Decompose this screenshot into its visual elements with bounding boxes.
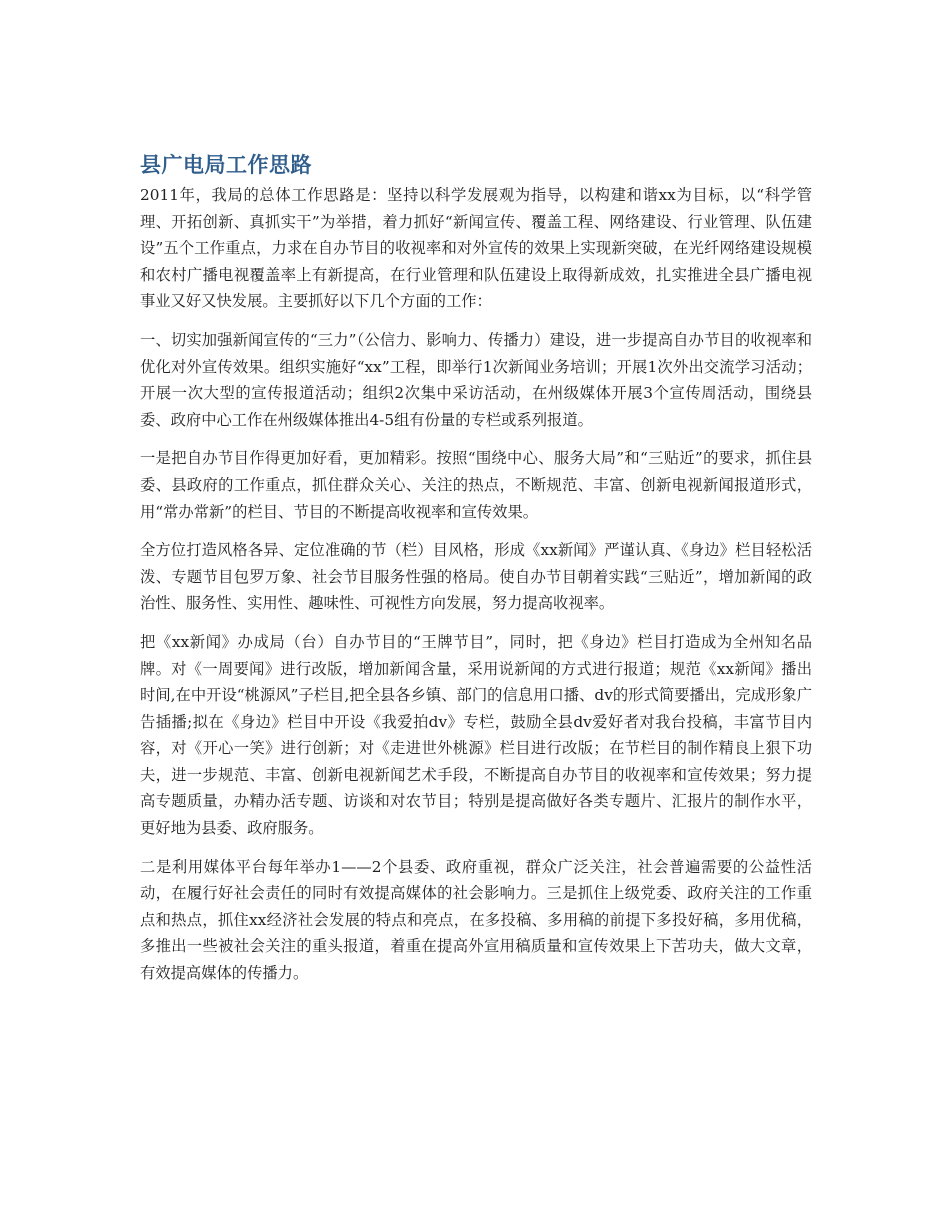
paragraph-brand-programs: 把《xx新闻》办成局（台）自办节目的“王牌节目”，同时，把《身边》栏目打造成为全州知名品牌。对《一周要闻》进行改版，增加新闻含量，采用说新闻的方式进行报道；规范《xx新闻》播出时间,在中开设“桃源风”子栏目,把全县各乡镇、部门的信息用口播、dv的形式简要播出，完成形象广告插播;拟在《身边》栏目中开设《我爱拍dv》专栏，鼓励全县dv爱好者对我台投稿，丰富节目内容，对《开心一笑》进行创新；对《走进世外桃源》栏目进行改版；在节栏目的制作精良上狠下功夫，进一步规范、丰富、创新电视新闻艺术手段，不断提高自办节目的收视率和宣传效果；努力提高专题质量，办精办活专题、访谈和对农节目；特别是提高做好各类专题片、汇报片的制作水平，更好地为县委、政府服务。	[140, 632, 812, 838]
document-page	[140, 150, 812, 999]
paragraph-point-one: 一是把自办节目作得更加好看，更加精彩。按照“围绕中心、服务大局”和“三贴近”的要求，抓住县委、县政府的工作重点，抓住群众关心、关注的热点，不断规范、丰富、创新电视新闻报道形式，用“常办常新”的栏目、节目的不断提高收视率和宣传效果。	[140, 449, 812, 521]
paragraph-section-one: 一、切实加强新闻宣传的“三力”（公信力、影响力、传播力）建设，进一步提高自办节目的收视率和优化对外宣传效果。组织实施好“xx”工程，即举行1次新闻业务培训；开展1次外出交流学习活动；开展一次大型的宣传报道活动；组织2次集中采访活动，在州级媒体开展3个宣传周活动，围绕县委、政府中心工作在州级媒体推出4-5组有份量的专栏或系列报道。	[140, 330, 812, 429]
paragraph-points-two-three: 二是利用媒体平台每年举办1——2个县委、政府重视，群众广泛关注，社会普遍需要的公益性活动，在履行好社会责任的同时有效提高媒体的社会影响力。三是抓住上级党委、政府关注的工作重点和热点，抓住xx经济社会发展的特点和亮点，在多投稿、多用稿的前提下多投好稿，多用优稿，多推出一些被社会关注的重头报道，着重在提高外宣用稿质量和宣传效果上下苦功夫，做大文章，有效提高媒体的传播力。	[140, 857, 812, 983]
paragraph-program-style: 全方位打造风格各异、定位准确的节（栏）目风格，形成《xx新闻》严谨认真、《身边》栏目轻松活泼、专题节目包罗万象、社会节目服务性强的格局。使自办节目朝着实践“三贴近”，增加新闻的政治性、服务性、实用性、趣味性、可视性方向发展，努力提高收视率。	[140, 541, 812, 613]
paragraph-overview: 2011年，我局的总体工作思路是：坚持以科学发展观为指导，以构建和谐xx为目标，以“科学管理、开拓创新、真抓实干”为举措，着力抓好“新闻宣传、覆盖工程、网络建设、行业管理、队伍建设”五个工作重点，力求在自办节目的收视率和对外宣传的效果上实现新突破，在光纤网络建设规模和农村广播电视覆盖率上有新提高，在行业管理和队伍建设上取得新成效，扎实推进全县广播电视事业又好又快发展。主要抓好以下几个方面的工作：	[140, 186, 812, 311]
page-title: 县广电局工作思路	[140, 153, 312, 177]
